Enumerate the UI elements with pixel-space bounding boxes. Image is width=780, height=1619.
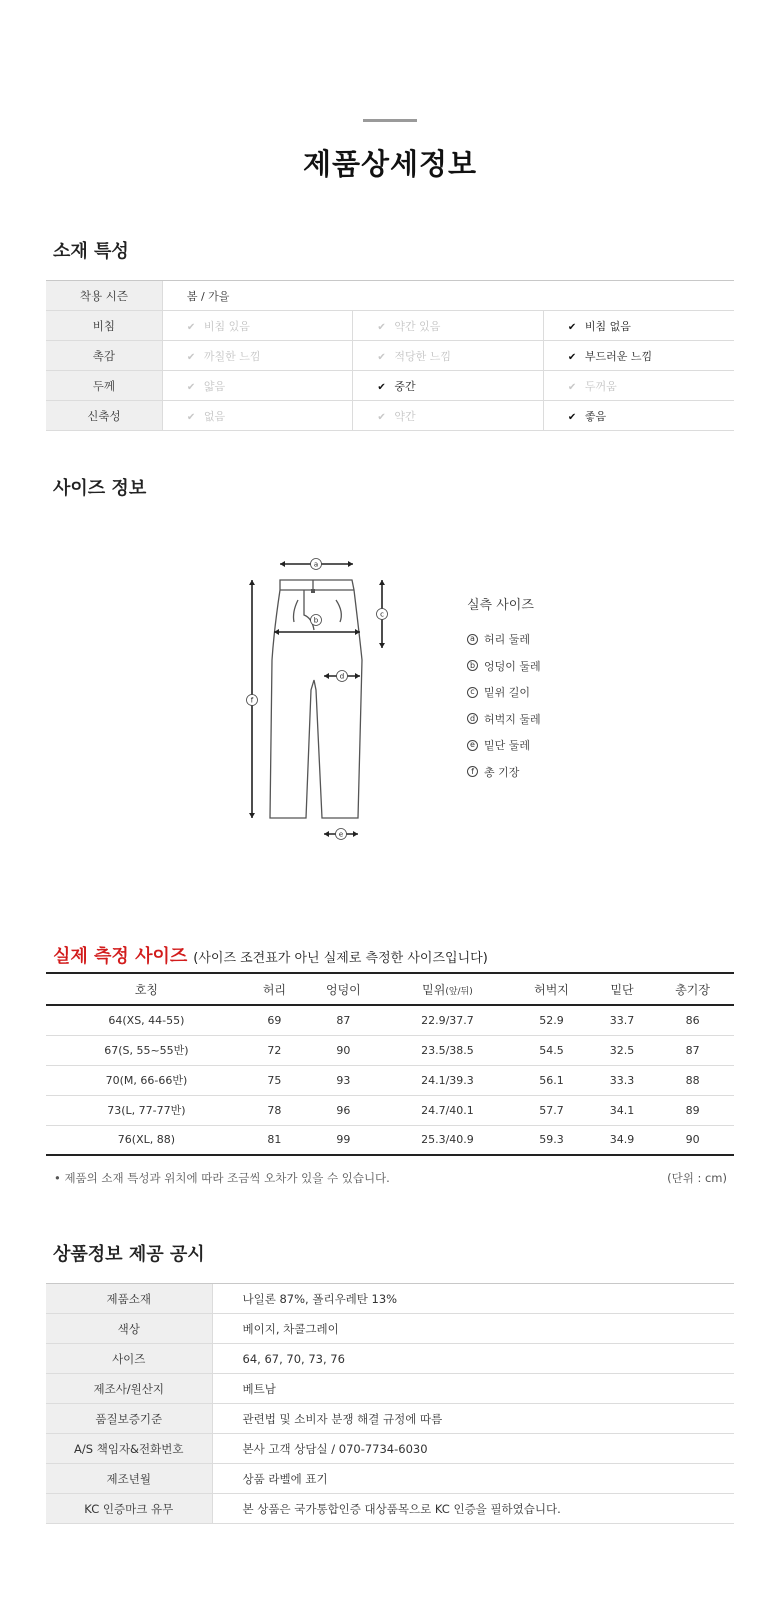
size-table <box>46 972 734 1156</box>
material-option <box>543 371 734 401</box>
check-icon: ✔ <box>377 321 386 333</box>
page-title: 제품상세정보 <box>302 147 478 181</box>
header-text: 밑위 <box>422 982 446 997</box>
size-header-cell <box>247 973 302 1005</box>
size-cell: 88 <box>651 1065 734 1095</box>
size-cell: 90 <box>651 1125 734 1155</box>
size-cell: 23.5/38.5 <box>385 1035 510 1065</box>
size-header-cell <box>302 973 385 1005</box>
size-cell: 33.7 <box>593 1005 651 1035</box>
legend-label: 밑위 길이 <box>484 686 531 700</box>
option-label: 비침 없음 <box>584 319 631 333</box>
check-icon: ✔ <box>567 321 577 333</box>
size-cell: 59.3 <box>510 1125 593 1155</box>
season-value: 봄 / 가을 <box>162 281 734 311</box>
info-row <box>46 1344 734 1374</box>
measure-legend <box>467 594 541 785</box>
measure-title-text: 실제 측정 사이즈 <box>53 946 188 967</box>
material-row <box>46 401 734 431</box>
material-label: 비침 <box>46 311 162 341</box>
option-label: 부드러운 느낌 <box>584 349 653 363</box>
check-icon: ✔ <box>567 351 577 363</box>
check-icon: ✔ <box>377 411 386 423</box>
check-icon: ✔ <box>377 381 386 393</box>
size-cell: 57.7 <box>510 1095 593 1125</box>
rise-suffix: (앞/뒤) <box>445 986 473 997</box>
size-cell: 34.1 <box>593 1095 651 1125</box>
size-cell: 73(L, 77-77반) <box>46 1095 247 1125</box>
table-row <box>46 1035 734 1065</box>
legend-label: 엉덩이 둘레 <box>484 659 541 673</box>
svg-text:f: f <box>250 696 254 705</box>
size-header-cell <box>593 973 651 1005</box>
svg-text:c: c <box>380 610 384 619</box>
size-header-cell <box>651 973 734 1005</box>
info-label: 제조년월 <box>46 1464 212 1494</box>
legend-item <box>467 706 541 733</box>
size-cell: 72 <box>247 1035 302 1065</box>
svg-text:b: b <box>313 616 319 625</box>
header-text: 허벅지 <box>534 982 569 997</box>
header-text: 총기장 <box>675 982 710 997</box>
info-row <box>46 1314 734 1344</box>
check-icon: ✔ <box>186 381 196 393</box>
size-cell: 93 <box>302 1065 385 1095</box>
header-text: 호칭 <box>134 982 158 997</box>
info-value: 베트남 <box>212 1374 734 1404</box>
material-row <box>46 341 734 371</box>
size-header-cell <box>510 973 593 1005</box>
legend-mark: d <box>467 713 478 724</box>
measure-unit: (단위 : cm) <box>667 1171 727 1185</box>
size-cell: 70(M, 66-66반) <box>46 1065 247 1095</box>
legend-item <box>467 679 541 706</box>
material-option <box>353 401 544 431</box>
option-label: 없음 <box>203 409 226 423</box>
size-header-cell <box>385 973 510 1005</box>
size-cell: 52.9 <box>510 1005 593 1035</box>
check-icon: ✔ <box>377 351 386 363</box>
size-cell: 76(XL, 88) <box>46 1125 247 1155</box>
material-option <box>162 311 353 341</box>
size-info-section-title: 사이즈 정보 <box>53 478 147 499</box>
size-cell: 87 <box>651 1035 734 1065</box>
size-cell: 87 <box>302 1005 385 1035</box>
size-cell: 34.9 <box>593 1125 651 1155</box>
info-value: 본 상품은 국가통합인증 대상품목으로 KC 인증을 필하였습니다. <box>212 1494 734 1524</box>
material-label: 촉감 <box>46 341 162 371</box>
measure-subtitle: (사이즈 조견표가 아닌 실제로 측정한 사이즈입니다) <box>193 951 488 966</box>
option-label: 좋음 <box>584 409 607 423</box>
info-value: 64, 67, 70, 73, 76 <box>212 1344 734 1374</box>
size-cell: 24.1/39.3 <box>385 1065 510 1095</box>
size-cell: 25.3/40.9 <box>385 1125 510 1155</box>
info-row <box>46 1374 734 1404</box>
option-label: 까칠한 느낌 <box>203 349 261 363</box>
table-row <box>46 1005 734 1035</box>
material-option <box>353 341 544 371</box>
material-option <box>543 311 734 341</box>
table-row <box>46 1095 734 1125</box>
info-row <box>46 1464 734 1494</box>
header-text: 허리 <box>262 982 286 997</box>
legend-mark: a <box>467 634 478 645</box>
info-section-title: 상품정보 제공 공시 <box>53 1244 205 1265</box>
size-cell: 33.3 <box>593 1065 651 1095</box>
option-label: 적당한 느낌 <box>394 349 452 363</box>
option-label: 두꺼움 <box>584 379 617 393</box>
material-option <box>162 341 353 371</box>
legend-item <box>467 732 541 759</box>
legend-mark: f <box>467 766 478 777</box>
check-icon: ✔ <box>567 411 577 423</box>
info-row <box>46 1434 734 1464</box>
size-cell: 86 <box>651 1005 734 1035</box>
info-value: 상품 라벨에 표기 <box>212 1464 734 1494</box>
header-text: 엉덩이 <box>325 982 361 997</box>
info-label: KC 인증마크 유무 <box>46 1494 212 1524</box>
legend-item <box>467 653 541 680</box>
legend-mark: e <box>467 740 478 751</box>
svg-text:a: a <box>313 560 319 569</box>
info-row <box>46 1404 734 1434</box>
option-label: 약간 있음 <box>394 319 441 333</box>
material-option <box>162 401 353 431</box>
legend-item <box>467 626 541 653</box>
legend-item <box>467 759 541 786</box>
table-row <box>46 1125 734 1155</box>
legend-label: 총 기장 <box>484 765 520 779</box>
option-label: 중간 <box>394 379 416 393</box>
option-label: 얇음 <box>203 379 226 393</box>
material-row <box>46 311 734 341</box>
size-cell: 64(XS, 44-55) <box>46 1005 247 1035</box>
size-cell: 22.9/37.7 <box>385 1005 510 1035</box>
size-cell: 54.5 <box>510 1035 593 1065</box>
check-icon: ✔ <box>186 321 196 333</box>
pants-diagram <box>240 560 400 880</box>
svg-text:e: e <box>338 830 344 839</box>
info-value: 베이지, 차콜그레이 <box>212 1314 734 1344</box>
material-option <box>353 311 544 341</box>
size-table-header <box>46 973 734 1005</box>
material-table <box>46 280 734 431</box>
check-icon: ✔ <box>186 351 196 363</box>
legend-mark: b <box>467 660 478 671</box>
material-row-season <box>46 281 734 311</box>
info-table <box>46 1283 734 1524</box>
size-cell: 67(S, 55~55반) <box>46 1035 247 1065</box>
material-option <box>353 371 544 401</box>
size-cell: 24.7/40.1 <box>385 1095 510 1125</box>
info-row <box>46 1494 734 1524</box>
size-cell: 99 <box>302 1125 385 1155</box>
material-option <box>162 371 353 401</box>
material-row <box>46 371 734 401</box>
legend-mark: c <box>467 687 478 698</box>
info-label: 사이즈 <box>46 1344 212 1374</box>
info-label: 색상 <box>46 1314 212 1344</box>
material-section-title: 소재 특성 <box>53 241 129 262</box>
size-cell: 56.1 <box>510 1065 593 1095</box>
title-divider <box>363 119 417 122</box>
legend-title: 실측 사이즈 <box>467 598 534 613</box>
info-row <box>46 1284 734 1314</box>
size-cell: 32.5 <box>593 1035 651 1065</box>
header-text: 밑단 <box>610 982 634 997</box>
check-icon: ✔ <box>186 411 196 423</box>
size-cell: 78 <box>247 1095 302 1125</box>
size-cell: 75 <box>247 1065 302 1095</box>
option-label: 약간 <box>394 409 416 423</box>
size-cell: 81 <box>247 1125 302 1155</box>
info-value: 나일론 87%, 폴리우레탄 13% <box>212 1284 734 1314</box>
size-cell: 69 <box>247 1005 302 1035</box>
size-header-cell <box>46 973 247 1005</box>
info-label: A/S 책임자&전화번호 <box>46 1434 212 1464</box>
season-label: 착용 시즌 <box>46 281 162 311</box>
option-label: 비침 있음 <box>203 319 250 333</box>
material-option <box>543 341 734 371</box>
svg-text:d: d <box>339 672 345 681</box>
info-value: 본사 고객 상담실 / 070-7734-6030 <box>212 1434 734 1464</box>
material-label: 신축성 <box>46 401 162 431</box>
table-row <box>46 1065 734 1095</box>
check-icon: ✔ <box>567 381 577 393</box>
info-label: 제품소재 <box>46 1284 212 1314</box>
legend-label: 허벅지 둘레 <box>484 712 541 726</box>
size-cell: 90 <box>302 1035 385 1065</box>
measure-note: • 제품의 소재 특성과 위치에 따라 조금씩 오차가 있을 수 있습니다. <box>54 1171 390 1185</box>
material-label: 두께 <box>46 371 162 401</box>
legend-label: 밑단 둘레 <box>484 739 531 753</box>
info-label: 제조사/원산지 <box>46 1374 212 1404</box>
material-option <box>543 401 734 431</box>
size-cell: 96 <box>302 1095 385 1125</box>
measure-title <box>53 942 488 968</box>
info-value: 관련법 및 소비자 분쟁 해결 규정에 따름 <box>212 1404 734 1434</box>
legend-label: 허리 둘레 <box>484 633 531 647</box>
size-cell: 89 <box>651 1095 734 1125</box>
info-label: 품질보증기준 <box>46 1404 212 1434</box>
